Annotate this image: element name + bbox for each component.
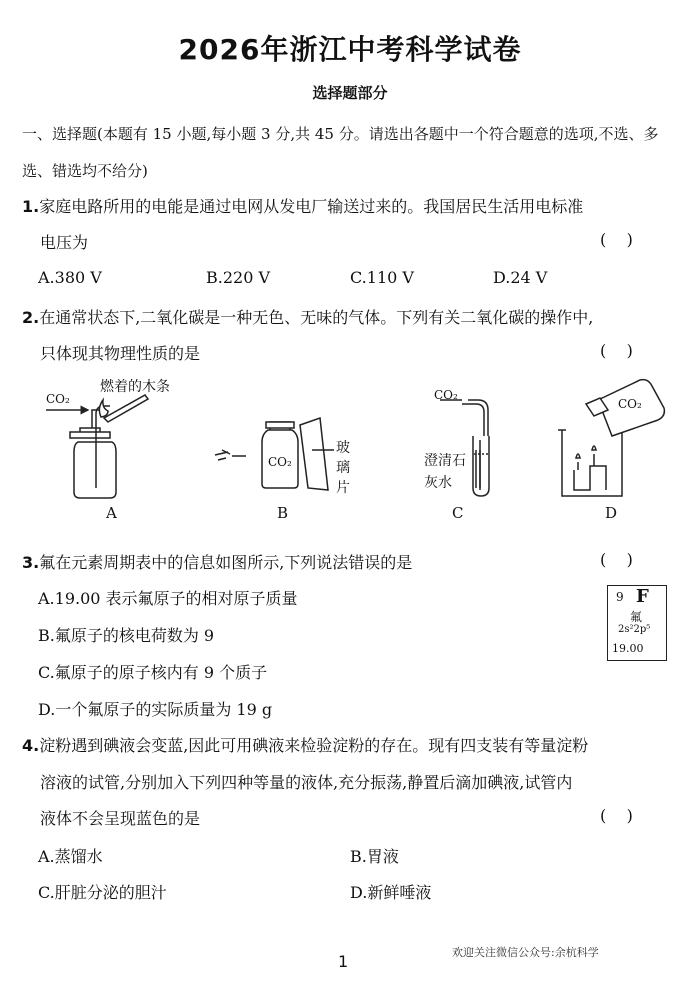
page-number: 1 — [338, 952, 349, 971]
figure-label-b: B — [277, 504, 289, 522]
element-name: 氟 — [630, 610, 643, 624]
figure-b-gas-label: CO₂ — [268, 455, 292, 469]
q4-stem-3: 液体不会呈现蓝色的是 — [40, 809, 201, 828]
q4-option-c: C.肝脏分泌的胆汁 — [38, 883, 167, 902]
q1-option-d: D.24 V — [493, 268, 548, 287]
figure-label-d: D — [605, 504, 618, 522]
figure-c-liquid-label: 澄清石灰水 — [424, 453, 466, 491]
q1-option-a: A.380 V — [38, 268, 102, 287]
figure-d-gas-label: CO₂ — [618, 397, 642, 411]
q4-number: 4. — [22, 736, 40, 755]
q2-answer-bracket: ( ) — [600, 341, 633, 360]
atomic-mass: 19.00 — [612, 642, 644, 655]
q3-option-a: A.19.00 表示氟原子的相对原子质量 — [38, 589, 298, 608]
q4-option-b: B.胃液 — [350, 847, 399, 866]
figure-label-c: C — [452, 504, 464, 522]
element-symbol: F — [636, 586, 649, 607]
figure-c-gas-label: CO₂ — [434, 388, 458, 402]
q4-stem-line1 — [22, 733, 588, 756]
q2-stem-2: 只体现其物理性质的是 — [40, 344, 201, 363]
q3-number: 3. — [22, 553, 40, 572]
q2-stem-1: 在通常状态下,二氧化碳是一种无色、无味的气体。下列有关二氧化碳的操作中, — [39, 308, 594, 327]
q3-stem: 氟在元素周期表中的信息如图所示,下列说法错误的是 — [39, 553, 413, 572]
q2-number: 2. — [22, 308, 40, 327]
q1-number: 1. — [22, 197, 40, 216]
figure-a-apparatus — [46, 395, 148, 498]
q4-option-a: A.蒸馏水 — [38, 847, 103, 866]
figure-b-glass-label: 玻璃片 — [336, 440, 350, 496]
section-heading: 一、选择题(本题有 15 小题,每小题 3 分,共 45 分。请选出各题中一个符合题意的选项,不选、多选、错选均不给分) — [22, 125, 659, 180]
q3-option-b: B.氟原子的核电荷数为 9 — [38, 626, 215, 645]
footer-note: 欢迎关注微信公众号:余杭科学 — [452, 946, 599, 959]
q4-answer-bracket: ( ) — [600, 806, 633, 825]
q4-stem-2: 溶液的试管,分别加入下列四种等量的液体,充分振荡,静置后滴加碘液,试管内 — [40, 773, 573, 792]
q3-answer-bracket: ( ) — [600, 550, 633, 569]
q4-stem-1: 淀粉遇到碘液会变蓝,因此可用碘液来检验淀粉的存在。现有四支装有等量淀粉 — [39, 736, 589, 755]
q3-option-c: C.氟原子的原子核内有 9 个质子 — [38, 663, 268, 682]
q1-stem-1: 家庭电路所用的电能是通过电网从发电厂输送过来的。我国居民生活用电标准 — [39, 197, 584, 216]
q1-stem-2: 电压为 — [40, 233, 89, 252]
q3-stem-line — [22, 550, 412, 573]
q1-stem-line1 — [22, 194, 583, 217]
page-title: 2026年浙江中考科学试卷 — [178, 33, 522, 66]
q1-answer-bracket: ( ) — [600, 230, 633, 249]
q3-option-d: D.一个氟原子的实际质量为 19 g — [38, 700, 273, 719]
q4-option-d: D.新鲜唾液 — [350, 883, 432, 902]
electron-config: 2s²2p⁵ — [618, 624, 651, 635]
section-subtitle: 选择题部分 — [312, 84, 388, 102]
q1-option-c: C.110 V — [350, 268, 414, 287]
figure-label-a: A — [106, 504, 117, 522]
figure-a-gas-label: CO₂ — [46, 392, 70, 406]
q1-option-b: B.220 V — [206, 268, 271, 287]
figure-b-apparatus — [215, 418, 334, 490]
atomic-number: 9 — [616, 590, 624, 604]
fluorine-periodic-cell — [607, 585, 667, 661]
figure-d-apparatus — [558, 380, 664, 496]
q2-stem-line1 — [22, 305, 593, 328]
figure-a-stick-label: 燃着的木条 — [100, 379, 170, 395]
